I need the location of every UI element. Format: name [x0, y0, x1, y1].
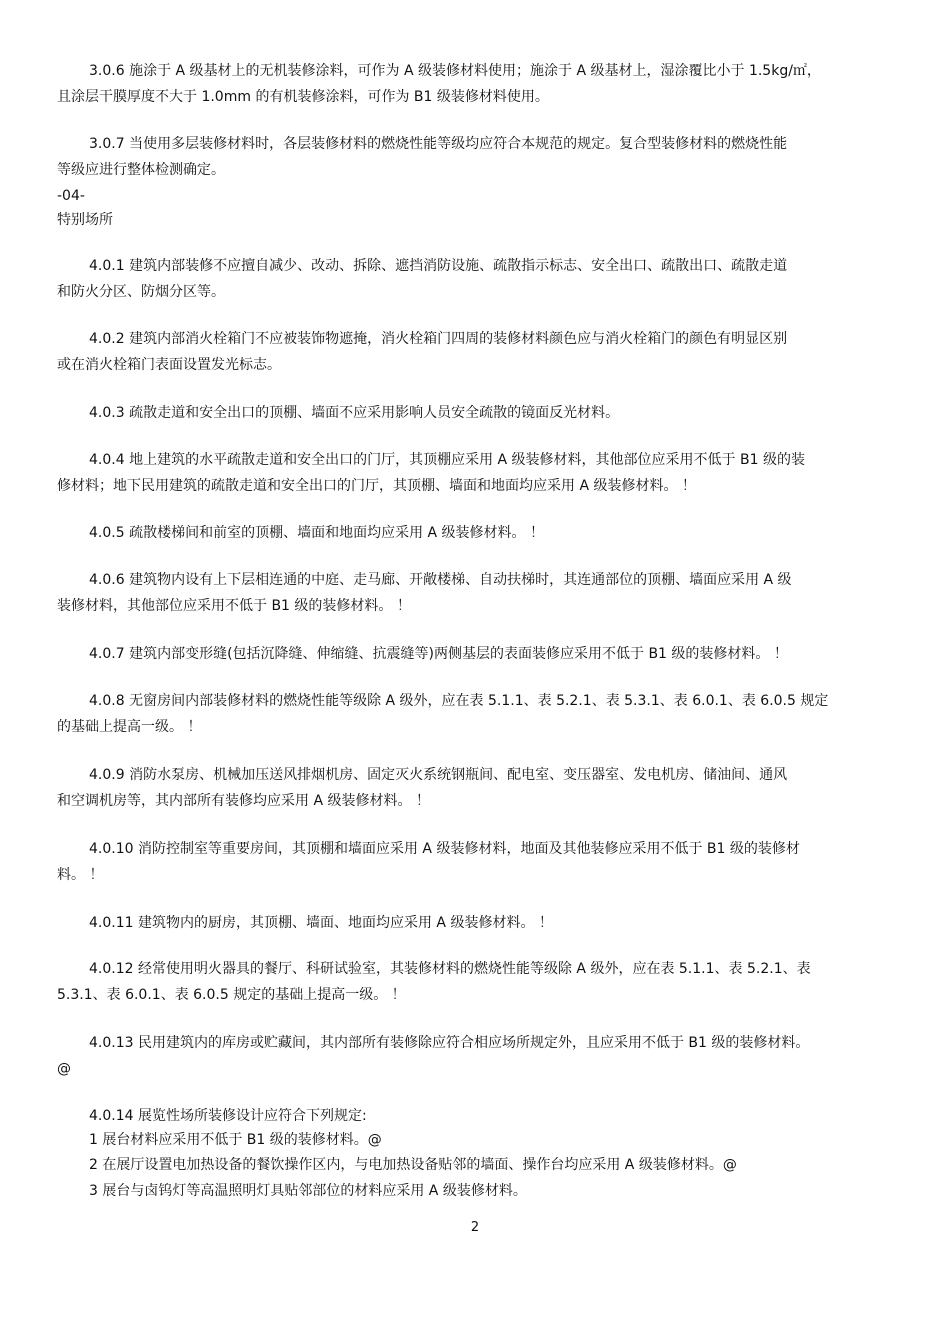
clause-4-0-4 — [57, 447, 907, 499]
clause-line: 装修材料，其他部位应采用不低于 B1 级的装修材料。 ！ — [57, 598, 411, 614]
clause-4-0-9 — [57, 762, 907, 814]
clause-line: 料。 ！ — [57, 867, 104, 883]
clause-line: 和防火分区、防烟分区等。 — [57, 284, 225, 300]
clause-line: 4.0.14 展览性场所装修设计应符合下列规定: — [89, 1108, 367, 1124]
clause-line: 的基础上提高一级。 ！ — [57, 719, 202, 735]
clause-line: 4.0.5 疏散楼梯间和前室的顶棚、墙面和地面均应采用 A 级装修材料。 ！ — [89, 525, 544, 541]
clause-4-0-3 — [57, 400, 907, 426]
clause-line: 修材料；地下民用建筑的疏散走道和安全出口的门厅，其顶棚、墙面和地面均应采用 A 级装修材料。 ！ — [57, 478, 696, 494]
clause-4-0-2 — [57, 326, 907, 378]
clause-line: 4.0.11 建筑物内的厨房，其顶棚、墙面、地面均应采用 A 级装修材料。 ！ — [89, 915, 553, 931]
clause-line: 4.0.1 建筑内部装修不应擅自减少、改动、拆除、遮挡消防设施、疏散指示标志、安全出口、疏散出口、疏散走道 — [89, 258, 788, 274]
clause-4-0-1 — [57, 253, 907, 305]
clause-line: 或在消火栓箱门表面设置发光标志。 — [57, 357, 281, 373]
clause-4-0-8 — [57, 688, 907, 740]
clause-4-0-5 — [57, 520, 907, 546]
clause-line: 4.0.10 消防控制室等重要房间，其顶棚和墙面应采用 A 级装修材料，地面及其他装修应采用不低于 B1 级的装修材 — [89, 841, 800, 857]
clause-4-0-6 — [57, 567, 907, 619]
clause-line: 4.0.9 消防水泵房、机械加压送风排烟机房、固定灭火系统钢瓶间、配电室、变压器室、发电机房、储油间、通风 — [89, 767, 788, 783]
clause-3-0-7 — [57, 131, 907, 183]
clause-line: 5.3.1、表 6.0.1、表 6.0.5 规定的基础上提高一级。 ！ — [57, 987, 406, 1003]
page-number: 2 — [470, 1220, 480, 1235]
clause-4-0-14 — [57, 1103, 907, 1129]
clause-line: 和空调机房等，其内部所有装修均应采用 A 级装修材料。 ！ — [57, 793, 430, 809]
clause-line: 4.0.2 建筑内部消火栓箱门不应被装饰物遮掩，消火栓箱门四周的装修材料颜色应与消火栓箱门的颜色有明显区别 — [89, 331, 788, 347]
clause-line: 且涂层干膜厚度不大于 1.0mm 的有机装修涂料，可作为 B1 级装修材料使用。 — [57, 89, 549, 105]
clause-4-0-13 — [57, 1030, 907, 1082]
clause-3-0-6 — [57, 58, 907, 110]
clause-4-0-11 — [57, 910, 907, 936]
list-item: 1 展台材料应采用不低于 B1 级的装修材料。@ — [89, 1132, 382, 1148]
clause-line: 等级应进行整体检测确定。 — [57, 162, 225, 178]
section-number: -04- — [57, 188, 85, 204]
clause-line: 3.0.6 施涂于 A 级基材上的无机装修涂料，可作为 A 级装修材料使用；施涂于 A 级基材上，湿涂覆比小于 1.5kg/㎡， — [89, 63, 821, 79]
clause-line: 4.0.13 民用建筑内的库房或贮藏间，其内部所有装修除应符合相应场所规定外，且应采用不低于 B1 级的装修材料。 — [89, 1035, 810, 1051]
clause-4-0-7 — [57, 641, 907, 667]
clause-line: 4.0.12 经常使用明火器具的餐厅、科研试验室，其装修材料的燃烧性能等级除 A 级外，应在表 5.1.1、表 5.2.1、表 — [89, 961, 811, 977]
section-title: 特别场所 — [57, 212, 113, 228]
clause-line: 4.0.3 疏散走道和安全出口的顶棚、墙面不应采用影响人员安全疏散的镜面反光材料。 — [89, 405, 620, 421]
list-item: 3 展台与卤钨灯等高温照明灯具贴邻部位的材料应采用 A 级装修材料。 — [89, 1183, 527, 1199]
clause-line: 3.0.7 当使用多层装修材料时，各层装修材料的燃烧性能等级均应符合本规范的规定。复合型装修材料的燃烧性能 — [89, 136, 788, 152]
clause-line: @ — [57, 1061, 71, 1077]
clause-line: 4.0.6 建筑物内设有上下层相连通的中庭、走马廊、开敞楼梯、自动扶梯时，其连通部位的顶棚、墙面应采用 A 级 — [89, 572, 792, 588]
clause-4-0-12 — [57, 956, 907, 1008]
clause-line: 4.0.4 地上建筑的水平疏散走道和安全出口的门厅，其顶棚应采用 A 级装修材料，其他部位应采用不低于 B1 级的装 — [89, 452, 805, 468]
clause-4-0-10 — [57, 836, 907, 888]
clause-line: 4.0.7 建筑内部变形缝(包括沉降缝、伸缩缝、抗震缝等)两侧基层的表面装修应采用不低于 B1 级的装修材料。 ！ — [89, 646, 788, 662]
clause-line: 4.0.8 无窗房间内部装修材料的燃烧性能等级除 A 级外，应在表 5.1.1、表 5.2.1、表 5.3.1、表 6.0.1、表 6.0.5 规定 — [89, 693, 829, 709]
list-item: 2 在展厅设置电加热设备的餐饮操作区内，与电加热设备贴邻的墙面、操作台均应采用 A 级装修材料。@ — [89, 1157, 737, 1173]
